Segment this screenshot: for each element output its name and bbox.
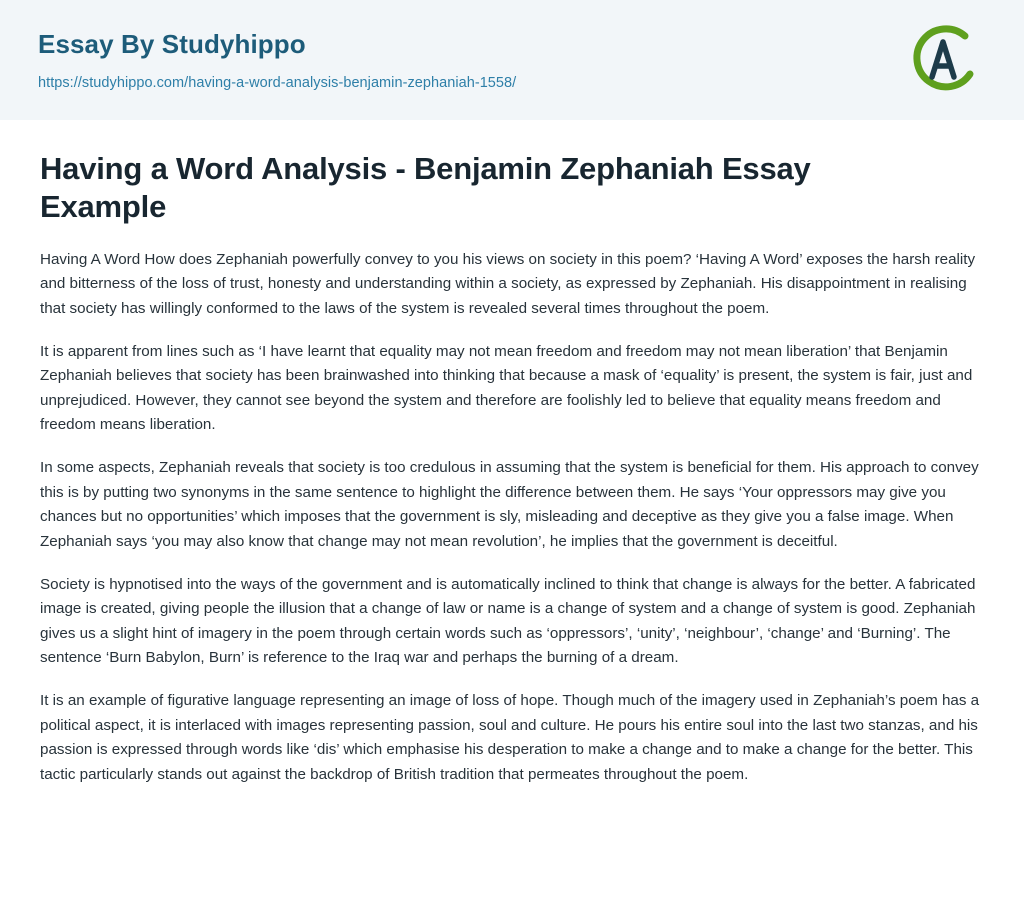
page-header [0,0,1024,120]
paragraph: It is apparent from lines such as ‘I have learnt that equality may not mean freedom and freedom may not mean liberation’ that Benjamin Zephaniah believes that society has been brainwashed into thinking that because a mask of ‘equality’ is present, the system is fair, just and unprejudiced. However, they cannot see beyond the system and therefore are foolishly led to believe that equality means freedom and freedom means liberation. [40,342,973,434]
page-title: Having a Word Analysis - Benjamin Zephaniah Essay Example [40,151,811,224]
article-body [0,120,1024,808]
paragraph: It is an example of figurative language representing an image of loss of hope. Though much of the imagery used in Zephaniah’s poem has a political aspect, it is interlaced with images representing passion, soul and culture. He pours his entire soul into the last two stanzas, and his passion is expressed through words like ‘dis’ which emphasise his desperation to make a change and to make a change for the better. This tactic particularly stands out against the backdrop of British tradition that permeates throughout the poem. [40,692,980,783]
paragraph: Society is hypnotised into the ways of the government and is automatically inclined to think that change is always for the better. A fabricated image is created, giving people the illusion that a change of law or name is a change of system and a change of system is good. Zephaniah gives us a slight hint of imagery in the poem through certain words such as ‘oppressors’, ‘unity’, ‘neighbour’, ‘change’ and ‘Burning’. The sentence ‘Burn Babylon, Burn’ is reference to the Iraq war and perhaps the burning of a dream. [40,575,976,667]
paragraph: In some aspects, Zephaniah reveals that society is too credulous in assuming that the system is beneficial for them. His approach to convey this is by putting two synonyms in the same sentence to highlight the difference between them. He says ‘Your oppressors may give you chances but no opportunities’ which imposes that the government is sly, misleading and deceptive as they give you a false image. When Zephaniah says ‘you may also know that change may not mean revolution’, he implies that the government is deceitful. [40,459,979,550]
studyhippo-a-logo [906,22,980,96]
source-url[interactable]: https://studyhippo.com/having-a-word-analysis-benjamin-zephaniah-1558/ [38,74,517,91]
site-brand: Essay By Studyhippo [38,29,306,59]
paragraph: Having A Word How does Zephaniah powerfully convey to you his views on society in this poem? ‘Having A Word’ exposes the harsh reality and bitterness of the loss of trust, honesty and understanding within a society, as expressed by Zephaniah. His disappointment in realising that society has willingly conformed to the laws of the system is revealed several times throughout the poem. [40,250,976,317]
